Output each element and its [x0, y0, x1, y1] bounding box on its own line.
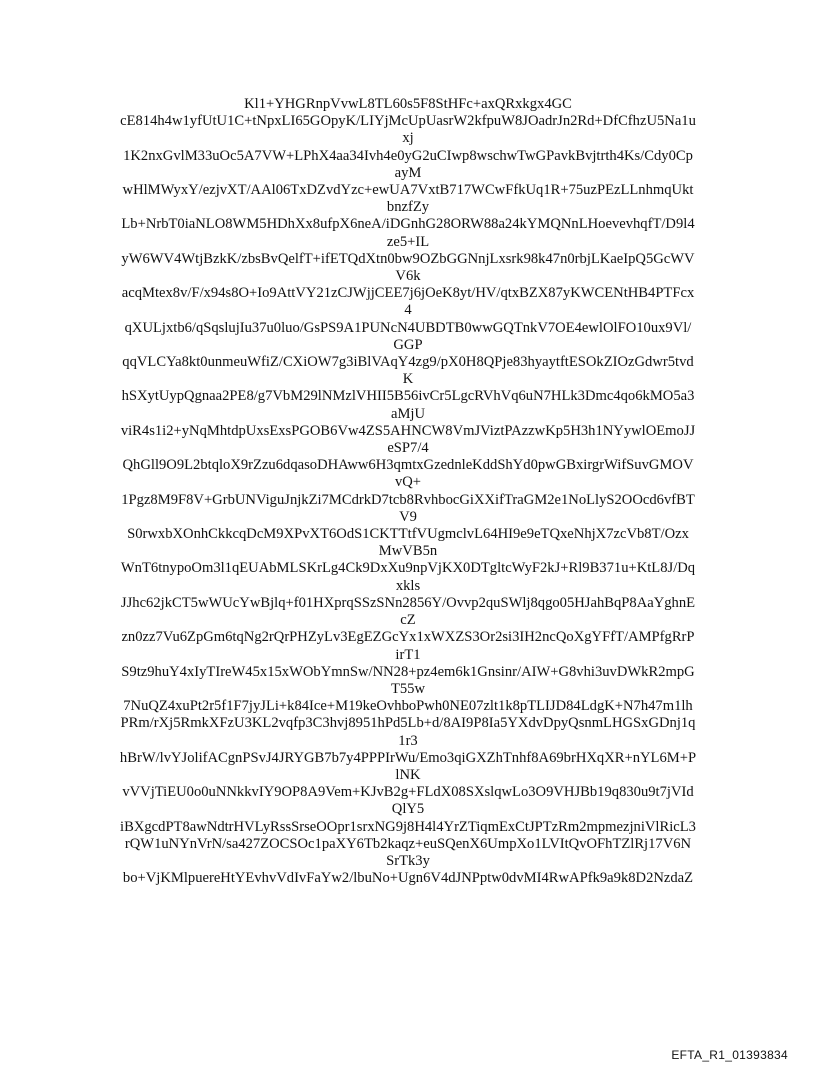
text-line: aMjU [390, 405, 426, 422]
text-line: QhGll9O9L2btqloX9rZzu6dqasoDHAww6H3qmtxGzednleKddShYd0pwGBxirgrWifSuvGMOV [122, 457, 694, 474]
text-line: 4 [404, 302, 412, 319]
text-line: cE814h4w1yfUtU1C+tNpxLI65GOpyK/LIYjMcUpUasrW2kfpuW8JOadrJn2Rd+DfCfhzU5Na1u [120, 113, 696, 130]
text-line: bnzfZy [386, 199, 430, 216]
text-line: vQ+ [394, 474, 422, 491]
text-line: 1Pgz8M9F8V+GrbUNViguJnjkZi7MCdrkD7tcb8RvhbocGiXXifTraGM2e1NoLlyS2OOcd6vfBT [121, 491, 695, 508]
text-line: yW6WV4WtjBzkK/zbsBvQelfT+ifETQdXtn0bw9OZbGGNnjLxsrk98k47n0rbjLKaeIpQ5GcWV [121, 250, 695, 267]
text-line: zn0zz7Vu6ZpGm6tqNg2rQrPHZyLv3EgEZGcYx1xWXZS3Or2si3IH2ncQoXgYFfT/AMPfgRrP [121, 629, 695, 646]
text-line: rQW1uNYnVrN/sa427ZOCSOc1paXY6Tb2kaqz+euSQenX6UmpXo1LVItQvOFhTZlRj17V6N [124, 835, 692, 852]
text-line: 7NuQZ4xuPt2r5f1F7jyJLi+k84Ice+M19keOvhboPwh0NE07zlt1k8pTLIJD84LdgK+N7h47m1lh [123, 698, 693, 715]
text-line: cZ [400, 612, 416, 629]
text-line: GGP [393, 336, 423, 353]
text-line: qXULjxtb6/qSqslujIu37u0luo/GsPS9A1PUNcN4UBDTB0wwGQTnkV7OE4ewlOlFO10ux9Vl/ [124, 319, 692, 336]
text-line: bo+VjKMlpuereHtYEvhvVdIvFaYw2/lbuNo+Ugn6V4dJNPptw0dvMI4RwAPfk9a9k8D2NzdaZ [122, 870, 694, 887]
text-line: acqMtex8v/F/x94s8O+Io9AttVY21zCJWjjCEE7j6jOeK8yt/HV/qtxBZX87yKWCENtHB4PTFcx [121, 285, 695, 302]
text-line: ayM [394, 164, 422, 181]
text-line: K [402, 371, 414, 388]
text-line: WnT6tnypoOm3l1qEUAbMLSKrLg4Ck9DxXu9npVjKX0DTgltcWyF2kJ+Rl9B371u+KtL8J/Dq [120, 560, 696, 577]
text-line: PRm/rXj5RmkXFzU3KL2vqfp3C3hvj8951hPd5Lb+d/8AI9P8Ia5YXdvDpyQsnmLHGSxGDnj1q [120, 715, 696, 732]
text-line: ze5+IL [386, 233, 430, 250]
text-line: xj [402, 130, 414, 147]
text-line: qqVLCYa8kt0unmeuWfiZ/CXiOW7g3iBlVAqY4zg9/pX0H8QPje83hyaytftESOkZIOzGdwr5tvd [122, 354, 694, 371]
text-line: xkls [395, 577, 421, 594]
text-line: hSXytUypQgnaa2PE8/g7VbM29lNMzlVHII5B56ivCr5LgcRVhVq6uN7HLk3Dmc4qo6kMO5a3 [121, 388, 695, 405]
text-line: wHlMWyxY/ezjvXT/AAl06TxDZvdYzc+ewUA7VxtB717WCwFfkUq1R+75uzPEzLLnhmqUkt [122, 182, 694, 199]
document-id-label: EFTA_R1_01393834 [671, 1048, 788, 1062]
text-line: 1K2nxGvlM33uOc5A7VW+LPhX4aa34Ivh4e0yG2uCIwp8wschwTwGPavkBvjtrth4Ks/Cdy0Cp [123, 147, 693, 164]
text-line: V6k [395, 268, 421, 285]
text-line: iBXgcdPT8awNdtrHVLyRssSrseOOpr1srxNG9j8H4l4YrZTiqmExCtJPTzRm2mpmezjniVlRicL3 [120, 818, 696, 835]
text-line: V9 [399, 508, 417, 525]
text-line: viR4s1i2+yNqMhtdpUxsExsPGOB6Vw4ZS5AHNCW8VmJViztPAzzwKp5H3h1NYywlOEmoJJ [120, 422, 696, 439]
text-line: MwVB5n [378, 543, 438, 560]
text-line: T55w [390, 680, 426, 697]
text-line: hBrW/lvYJolifACgnPSvJ4JRYGB7b7y4PPPIrWu/Emo3qiGXZhTnhf8A69brHXqXR+nYL6M+P [119, 749, 697, 766]
text-line: S0rwxbXOnhCkkcqDcM9XPvXT6OdS1CKTTtfVUgmclvL64HI9e9eTQxeNhjX7zcVb8T/Ozx [127, 526, 689, 543]
encoded-text-block [108, 96, 708, 887]
text-line: SrTk3y [386, 852, 430, 869]
text-line: eSP7/4 [387, 440, 429, 457]
text-line: lNK [395, 766, 421, 783]
text-line: 1r3 [398, 732, 418, 749]
text-line: vVVjTiEU0o0uNNkkvIY9OP8A9Vem+KJvB2g+FLdX08SXslqwLo3O9VHJBb19q830u9t7jVId [122, 784, 694, 801]
text-line: Lb+NrbT0iaNLO8WM5HDhXx8ufpX6neA/iDGnhG28ORW88a24kYMQNnLHoevevhqfT/D9l4 [121, 216, 695, 233]
text-line: Kl1+YHGRnpVvwL8TL60s5F8StHFc+axQRxkgx4GC [244, 96, 572, 112]
text-line: irT1 [395, 646, 421, 663]
text-line: QlY5 [391, 801, 425, 818]
text-line: S9tz9huY4xIyTIreW45x15xWObYmnSw/NN28+pz4em6k1Gnsinr/AIW+G8vhi3uvDWkR2mpG [121, 663, 695, 680]
text-line: JJhc62jkCT5wWUcYwBjlq+f01HXprqSSzSNn2856Y/Ovvp2quSWlj8qgo05HJahBqP8AaYghnE [120, 594, 696, 611]
